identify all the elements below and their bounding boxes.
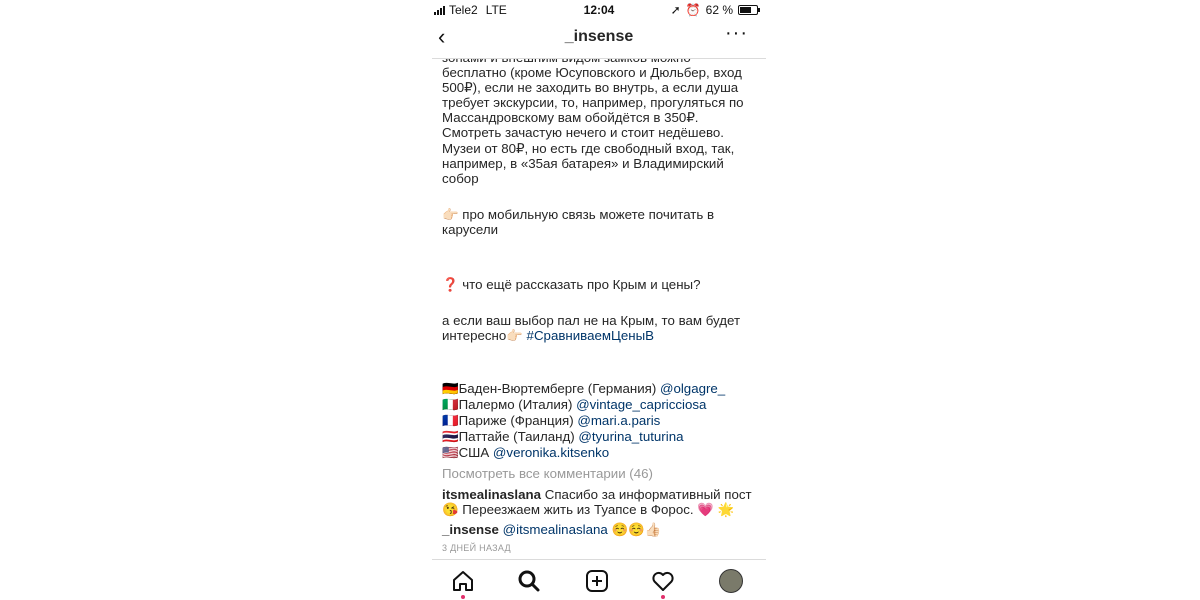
more-dots-icon[interactable]: ···	[725, 22, 748, 44]
view-all-comments-link[interactable]: Посмотреть все комментарии (46)	[442, 466, 653, 481]
place-label: Палермо (Италия)	[458, 397, 577, 412]
caption-line: Смотреть зачастую нечего и стоит недёшево.	[442, 125, 724, 140]
location-icon: ➚	[670, 3, 681, 17]
chevron-left-icon[interactable]: ‹	[438, 24, 446, 49]
place-label: Паттайе (Таиланд)	[458, 429, 579, 444]
caption-line: а если ваш выбор пал не на Крым, то вам будет	[442, 313, 741, 328]
post-timestamp: 3 ДНЕЙ НАЗАД	[442, 543, 511, 553]
caption-line: требует экскурсии, то, например, прогуляться по	[442, 95, 744, 110]
battery-icon	[738, 5, 758, 15]
carrier-label: Tele2	[449, 3, 478, 17]
comment-username[interactable]: _insense	[442, 522, 499, 537]
avatar	[719, 569, 743, 593]
hashtag-link[interactable]: #СравниваемЦеныВ	[526, 328, 655, 343]
clock: 12:04	[583, 3, 615, 17]
caption-line: 500₽), если не заходить во внутрь, а если душа	[442, 80, 739, 95]
list-item	[442, 381, 760, 397]
caption-line	[442, 328, 760, 343]
comment-text: ☺️☺️👍🏻	[607, 522, 662, 537]
heart-icon[interactable]	[650, 568, 676, 594]
user-mention-link[interactable]: @olgagre_	[659, 381, 726, 396]
caption-question: ❓ что ещё рассказать про Крым и цены?	[442, 277, 701, 292]
caption-line: 👉🏻 про мобильную связь можете почитать в	[442, 207, 715, 222]
caption-line: Музеи от 80₽, но есть где свободный вход, так,	[442, 141, 735, 156]
comment	[442, 487, 760, 517]
place-label: Баден-Вюртемберге (Германия)	[458, 381, 660, 396]
flag-icon: 🇫🇷	[442, 413, 459, 428]
flag-icon: 🇩🇪	[442, 381, 459, 396]
list-item	[442, 413, 760, 429]
search-icon[interactable]	[516, 568, 542, 594]
comment	[442, 522, 760, 537]
comment-line	[442, 522, 760, 537]
profile-avatar[interactable]	[718, 568, 744, 594]
list-item	[442, 429, 760, 445]
comment-text: Спасибо за информативный пост	[541, 487, 752, 502]
comment-line	[442, 487, 760, 502]
post-content	[442, 50, 760, 556]
comment-username[interactable]: itsmealinaslana	[442, 487, 542, 502]
notification-dot	[461, 595, 465, 599]
network-label: LTE	[485, 3, 507, 17]
user-mention-link[interactable]: @veronika.kitsenko	[492, 445, 610, 460]
places-list	[442, 381, 760, 461]
home-icon[interactable]	[450, 568, 476, 594]
caption-line: собор	[442, 171, 479, 186]
nav-bar	[432, 18, 766, 59]
user-mention-link[interactable]: @vintage_capricciosa	[576, 397, 707, 412]
add-post-icon[interactable]	[584, 568, 610, 594]
list-item	[442, 445, 760, 461]
comment-line: 😘 Переезжаем жить из Туапсе в Форос. 💗 🌟	[442, 502, 735, 517]
place-label: Париже (Франция)	[458, 413, 578, 428]
phone-screen	[432, 0, 766, 600]
notification-dot	[661, 595, 665, 599]
user-mention-link[interactable]: @itsmealinaslana	[498, 522, 608, 537]
caption-line: Массандровскому вам обойдётся в 350₽.	[442, 110, 699, 125]
list-item	[442, 397, 760, 413]
caption-line: бесплатно (кроме Юсуповского и Дюльбер, вход	[442, 65, 742, 80]
flag-icon: 🇮🇹	[442, 397, 459, 412]
place-label: США	[458, 445, 493, 460]
alarm-icon: ⏰	[685, 3, 701, 17]
tab-bar	[432, 559, 766, 600]
caption-line: например, в «35ая батарея» и Владимирский	[442, 156, 724, 171]
status-right	[671, 3, 758, 17]
caption-text: интересно👉🏻	[442, 328, 527, 343]
caption-line: карусели	[442, 222, 499, 237]
page-title: _insense	[564, 28, 634, 45]
battery-label: 62 %	[705, 3, 733, 17]
user-mention-link[interactable]: @mari.a.paris	[577, 413, 661, 428]
flag-icon: 🇹🇭	[442, 429, 459, 444]
user-mention-link[interactable]: @tyurina_tuturina	[578, 429, 684, 444]
flag-icon: 🇺🇸	[442, 445, 459, 460]
status-bar	[432, 0, 766, 18]
